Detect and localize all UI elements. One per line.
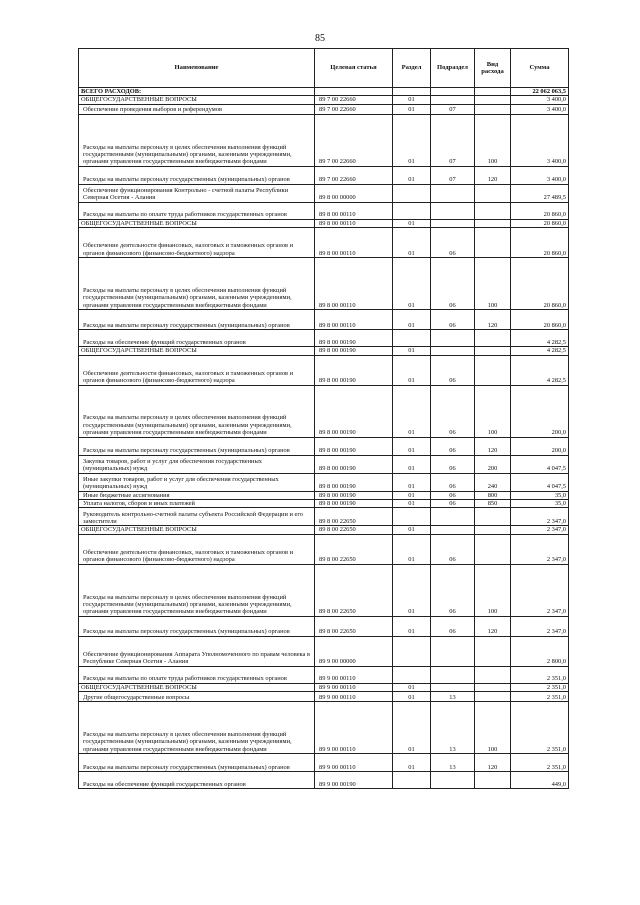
row-subsection: 06 [431,564,475,616]
row-name: Расходы на выплаты персоналу в целях обеспечения выполнения функций государственными (муниципальными) органами, казенными учреждениями, органами управления государственными внебюджетными фондами [79,702,315,754]
row-name: Другие общегосударственные вопросы [79,692,315,702]
table-row [79,437,569,455]
table-row [79,104,569,114]
row-section: 01 [393,683,431,691]
row-target: 89 8 00 00110 [315,219,393,227]
row-expense-type [475,636,511,666]
row-expense-type [475,104,511,114]
row-subsection: 06 [431,385,475,437]
row-expense-type [475,96,511,104]
row-name: Закупка товаров, работ и услуг для обеспечения государственных (муниципальных) нужд [79,455,315,473]
row-expense-type: 120 [475,437,511,455]
row-expense-type: 120 [475,166,511,184]
table-row [79,228,569,258]
row-sum: 4 047,5 [511,473,569,491]
header-subsection: Подраздел [431,49,475,88]
row-section [393,184,431,202]
header-sum: Сумма [511,49,569,88]
row-target: 89 7 00 22660 [315,114,393,166]
row-name: Уплата налогов, сборов и иных платежей [79,500,315,508]
row-section: 01 [393,616,431,636]
row-section [393,88,431,96]
row-subsection: 06 [431,455,475,473]
row-subsection [431,88,475,96]
row-target: 89 9 00 00110 [315,666,393,683]
row-expense-type [475,88,511,96]
row-expense-type [475,772,511,789]
row-name: Обеспечение функционирования Аппарата Уполномоченного по правам человека в Республике Северная Осетия - Алания [79,636,315,666]
row-subsection: 06 [431,258,475,310]
row-name: Расходы на выплаты персоналу государственных (муниципальных) органов [79,437,315,455]
row-sum: 2 800,0 [511,636,569,666]
row-subsection: 06 [431,437,475,455]
row-target: 89 9 00 00190 [315,772,393,789]
row-expense-type: 120 [475,310,511,330]
row-subsection [431,96,475,104]
table-row [79,508,569,526]
row-subsection: 07 [431,114,475,166]
row-target: 89 8 00 00190 [315,385,393,437]
table-row [79,355,569,385]
row-sum: 2 351,0 [511,666,569,683]
row-name: Обеспечение деятельности финансовых, налоговых и таможенных органов и органов финансового (финансово-бюджетного) надзора [79,534,315,564]
row-section: 01 [393,355,431,385]
row-subsection: 06 [431,616,475,636]
table-row [79,310,569,330]
table-row [79,473,569,491]
row-sum: 20 860,0 [511,202,569,219]
row-expense-type [475,347,511,355]
row-sum: 20 860,0 [511,310,569,330]
row-sum: 3 400,0 [511,114,569,166]
row-section: 01 [393,455,431,473]
table-row [79,666,569,683]
row-target: 89 8 00 00000 [315,184,393,202]
row-target: 89 9 00 00110 [315,702,393,754]
page-number: 85 [315,33,325,44]
row-section: 01 [393,702,431,754]
row-expense-type [475,228,511,258]
row-name: Расходы на обеспечение функций государственных органов [79,330,315,347]
row-subsection [431,184,475,202]
table-row [79,636,569,666]
row-section: 01 [393,491,431,499]
row-target: 89 8 00 00190 [315,455,393,473]
row-subsection: 06 [431,228,475,258]
row-name: Расходы на выплаты персоналу в целях обеспечения выполнения функций государственными (муниципальными) органами, казенными учреждениями, органами управления государственными внебюджетными фондами [79,258,315,310]
row-expense-type [475,330,511,347]
row-sum: 22 062 063,5 [511,88,569,96]
row-name: Расходы на выплаты по оплате труда работников государственных органов [79,202,315,219]
row-section [393,202,431,219]
row-subsection: 06 [431,355,475,385]
table-row [79,219,569,227]
row-name: Обеспечение проведения выборов и референдумов [79,104,315,114]
table-row [79,96,569,104]
row-target: 89 8 00 00190 [315,437,393,455]
row-subsection [431,772,475,789]
row-expense-type: 100 [475,564,511,616]
row-name: Расходы на выплаты персоналу государственных (муниципальных) органов [79,754,315,772]
row-name: ОБЩЕГОСУДАРСТВЕННЫЕ ВОПРОСЫ [79,96,315,104]
row-section [393,636,431,666]
row-subsection: 06 [431,310,475,330]
row-target: 89 8 00 22650 [315,534,393,564]
row-subsection: 06 [431,473,475,491]
row-section: 01 [393,258,431,310]
row-sum: 35,0 [511,500,569,508]
table-row [79,526,569,534]
row-target: 89 8 00 00110 [315,202,393,219]
row-subsection: 07 [431,166,475,184]
row-subsection [431,219,475,227]
row-section: 01 [393,104,431,114]
row-expense-type [475,526,511,534]
header-name: Наименование [79,49,315,88]
row-name: Обеспечение деятельности финансовых, налоговых и таможенных органов и органов финансового (финансово-бюджетного) надзора [79,228,315,258]
row-target [315,88,393,96]
table-row [79,184,569,202]
header-row [79,49,569,88]
row-expense-type: 100 [475,114,511,166]
row-expense-type: 850 [475,500,511,508]
row-subsection: 06 [431,491,475,499]
row-name: Расходы на выплаты персоналу в целях обеспечения выполнения функций государственными (муниципальными) органами, казенными учреждениями, органами управления государственными внебюджетными фондами [79,564,315,616]
row-expense-type: 100 [475,702,511,754]
table-row [79,385,569,437]
row-expense-type: 120 [475,616,511,636]
row-sum: 2 351,0 [511,692,569,702]
table-row [79,491,569,499]
row-subsection: 06 [431,534,475,564]
row-name: Расходы на выплаты по оплате труда работников государственных органов [79,666,315,683]
row-sum: 20 860,0 [511,228,569,258]
table-body [79,88,569,789]
row-sum: 2 351,0 [511,702,569,754]
row-subsection [431,636,475,666]
row-sum: 200,0 [511,437,569,455]
row-sum: 2 351,0 [511,683,569,691]
row-sum: 3 400,0 [511,166,569,184]
header-target: Целевая статья [315,49,393,88]
table-row [79,88,569,96]
row-section: 01 [393,564,431,616]
row-subsection: 13 [431,692,475,702]
row-subsection [431,202,475,219]
row-sum: 20 860,0 [511,219,569,227]
row-section: 01 [393,692,431,702]
table-row [79,330,569,347]
row-section: 01 [393,385,431,437]
row-target: 89 7 00 22660 [315,104,393,114]
row-section: 01 [393,473,431,491]
table-row [79,702,569,754]
row-name: Расходы на выплаты персоналу в целях обеспечения выполнения функций государственными (муниципальными) органами, казенными учреждениями, органами управления государственными внебюджетными фондами [79,385,315,437]
row-target: 89 8 00 00110 [315,228,393,258]
row-target: 89 8 00 22650 [315,526,393,534]
table-row [79,692,569,702]
row-subsection [431,526,475,534]
row-expense-type [475,219,511,227]
row-expense-type: 800 [475,491,511,499]
header-section: Раздел [393,49,431,88]
row-expense-type [475,508,511,526]
row-name: ВСЕГО РАСХОДОВ: [79,88,315,96]
row-sum: 3 400,0 [511,96,569,104]
row-subsection: 13 [431,702,475,754]
row-sum: 4 282,5 [511,355,569,385]
row-sum: 2 347,0 [511,534,569,564]
row-target: 89 8 00 00190 [315,330,393,347]
row-subsection [431,508,475,526]
row-target: 89 8 00 00190 [315,500,393,508]
row-target: 89 9 00 00110 [315,754,393,772]
row-section: 01 [393,500,431,508]
row-subsection: 07 [431,104,475,114]
row-target: 89 8 00 00190 [315,491,393,499]
row-expense-type: 100 [475,385,511,437]
table-row [79,754,569,772]
row-expense-type [475,534,511,564]
row-expense-type: 200 [475,455,511,473]
row-section: 01 [393,228,431,258]
row-target: 89 8 00 22650 [315,616,393,636]
table-row [79,534,569,564]
row-name: Расходы на выплаты персоналу в целях обеспечения выполнения функций государственными (муниципальными) органами, казенными учреждениями, органами управления государственными внебюджетными фондами [79,114,315,166]
row-section [393,666,431,683]
row-name: Расходы на обеспечение функций государственных органов [79,772,315,789]
row-target: 89 8 00 00190 [315,355,393,385]
row-name: Руководитель контрольно-счетной палаты субъекта Российской Федерации и его заместители [79,508,315,526]
row-section [393,330,431,347]
row-target: 89 8 00 00110 [315,258,393,310]
row-name: Обеспечение функционирования Контрольно - счетной палаты Республики Северная Осетия - Алания [79,184,315,202]
row-name: Обеспечение деятельности финансовых, налоговых и таможенных органов и органов финансового (финансово-бюджетного) надзора [79,355,315,385]
table-row [79,564,569,616]
row-sum: 2 347,0 [511,526,569,534]
budget-table [78,48,569,789]
row-name: Иные бюджетные ассигнования [79,491,315,499]
row-sum: 2 347,0 [511,508,569,526]
row-expense-type: 240 [475,473,511,491]
row-target: 89 8 00 22650 [315,508,393,526]
table-row [79,166,569,184]
row-sum: 4 282,5 [511,330,569,347]
row-section: 01 [393,96,431,104]
header-expense-type: Вид расхода [475,49,511,88]
table-row [79,347,569,355]
row-expense-type [475,692,511,702]
row-section: 01 [393,347,431,355]
row-sum: 2 347,0 [511,564,569,616]
row-sum: 35,0 [511,491,569,499]
row-sum: 27 489,5 [511,184,569,202]
row-expense-type: 100 [475,258,511,310]
row-sum: 200,0 [511,385,569,437]
row-name: ОБЩЕГОСУДАРСТВЕННЫЕ ВОПРОСЫ [79,219,315,227]
table-row [79,455,569,473]
row-target: 89 8 00 22650 [315,564,393,616]
row-expense-type [475,184,511,202]
row-name: Расходы на выплаты персоналу государственных (муниципальных) органов [79,310,315,330]
row-section: 01 [393,310,431,330]
row-name: Иные закупки товаров, работ и услуг для обеспечения государственных (муниципальных) нужд [79,473,315,491]
table-row [79,772,569,789]
table-row [79,258,569,310]
table-row [79,114,569,166]
row-name: ОБЩЕГОСУДАРСТВЕННЫЕ ВОПРОСЫ [79,526,315,534]
table-row [79,683,569,691]
row-expense-type [475,683,511,691]
row-section: 01 [393,114,431,166]
row-target: 89 9 00 00110 [315,683,393,691]
row-expense-type [475,355,511,385]
row-subsection [431,666,475,683]
row-name: ОБЩЕГОСУДАРСТВЕННЫЕ ВОПРОСЫ [79,683,315,691]
row-subsection [431,347,475,355]
table-row [79,500,569,508]
row-name: ОБЩЕГОСУДАРСТВЕННЫЕ ВОПРОСЫ [79,347,315,355]
row-section: 01 [393,166,431,184]
row-target: 89 8 00 00190 [315,347,393,355]
row-target: 89 9 00 00110 [315,692,393,702]
row-subsection [431,683,475,691]
row-expense-type: 120 [475,754,511,772]
table-row [79,616,569,636]
row-sum: 2 347,0 [511,616,569,636]
row-section [393,508,431,526]
row-target: 89 8 00 00110 [315,310,393,330]
row-section: 01 [393,526,431,534]
row-expense-type [475,666,511,683]
row-section: 01 [393,754,431,772]
row-sum: 20 860,0 [511,258,569,310]
row-name: Расходы на выплаты персоналу государственных (муниципальных) органов [79,166,315,184]
row-target: 89 7 00 22660 [315,96,393,104]
row-target: 89 9 00 00000 [315,636,393,666]
row-sum: 449,0 [511,772,569,789]
row-section: 01 [393,534,431,564]
row-expense-type [475,202,511,219]
row-section [393,772,431,789]
row-target: 89 7 00 22660 [315,166,393,184]
row-name: Расходы на выплаты персоналу государственных (муниципальных) органов [79,616,315,636]
row-subsection: 13 [431,754,475,772]
row-sum: 4 047,5 [511,455,569,473]
row-subsection [431,330,475,347]
table-row [79,202,569,219]
row-section: 01 [393,219,431,227]
row-section: 01 [393,437,431,455]
row-subsection: 06 [431,500,475,508]
row-target: 89 8 00 00190 [315,473,393,491]
row-sum: 3 400,0 [511,104,569,114]
row-sum: 2 351,0 [511,754,569,772]
row-sum: 4 282,5 [511,347,569,355]
